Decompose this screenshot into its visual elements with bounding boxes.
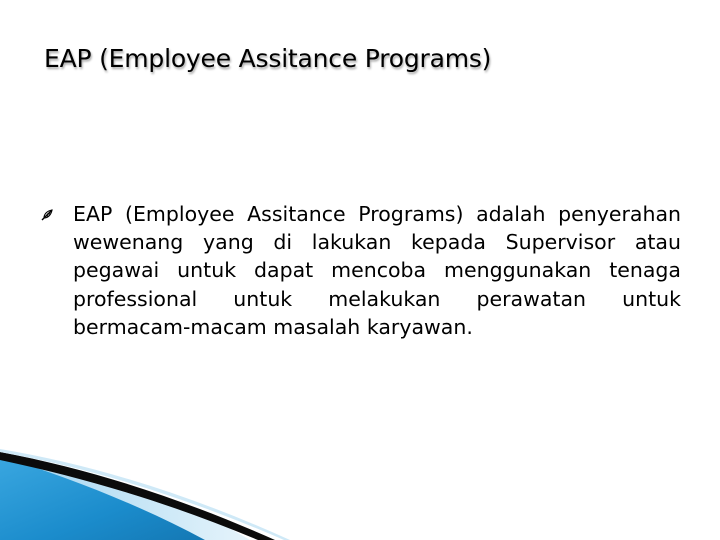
feather-bullet-icon (40, 208, 54, 222)
bullet-text: EAP (Employee Assitance Programs) adalah penyerahan wewenang yang di lakukan kepada Supervisor atau pegawai untuk dapat mencoba menggunakan tenaga professional untuk melakukan perawatan untuk bermacam-macam masalah karyawan. (73, 202, 681, 339)
slide-body (40, 200, 680, 341)
slide-title: EAP (Employee Assitance Programs) (44, 44, 492, 73)
bullet-item (40, 200, 680, 341)
